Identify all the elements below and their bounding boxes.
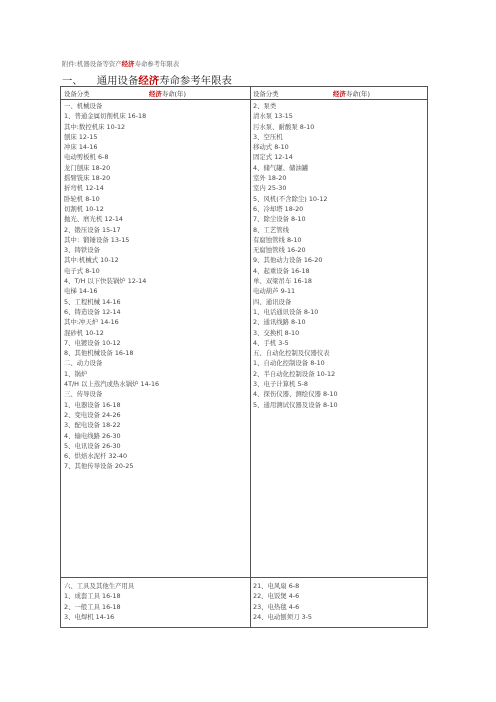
- table-entry: 抛光、磨光机 12-14: [64, 215, 123, 224]
- table-entry: 5、通用测试仪器及设备 8-10: [253, 400, 338, 409]
- right-life-highlight: 经济: [333, 90, 346, 98]
- table-entry: 4、手机 3-5: [253, 338, 289, 347]
- left-top-column: [64, 101, 159, 472]
- life-table: [60, 86, 428, 628]
- table-entry: 电动葫芦 9-11: [253, 287, 296, 296]
- table-entry: 4、输电线路 26-30: [64, 431, 121, 440]
- table-entry: 5、风机(不含除尘) 10-12: [253, 194, 328, 203]
- table-entry: 2、半自动化控制设备 10-12: [253, 369, 336, 378]
- table-entry: 7、其他传导设备 20-25: [64, 462, 134, 471]
- table-entry: 2、变电设备 24-26: [64, 410, 121, 419]
- table-entry: 2、通讯线路 8-10: [253, 318, 306, 327]
- table-entry: 室外 18-20: [253, 174, 287, 183]
- table-entry: 3、铸铁设备: [64, 246, 101, 255]
- table-entry: 1、成套工具 16-18: [64, 592, 121, 601]
- left-life-header: [149, 89, 186, 98]
- table-entry: 1、自动化控制设备 8-10: [253, 359, 325, 368]
- table-entry: 4、起重设备 16-18: [253, 266, 310, 275]
- table-entry: 21、电风扇 6-8: [253, 582, 300, 590]
- attachment-caption: [62, 59, 179, 68]
- table-entry: 5、电讯设备 26-30: [64, 441, 121, 450]
- table-entry: 三、传导设备: [64, 390, 103, 399]
- table-entry: 3、电子计算机 5-8: [253, 380, 308, 389]
- table-entry: 五、自动化控制及仪器仪表: [253, 349, 330, 358]
- table-entry: 23、电热毯 4-6: [253, 602, 300, 611]
- column-divider: [250, 87, 251, 627]
- table-entry: 4T/H 以上蒸汽或热水锅炉 14-16: [64, 380, 160, 389]
- table-entry: 冲床 14-16: [64, 143, 98, 152]
- table-entry: 其中：锻锤设备 13-15: [64, 235, 130, 244]
- table-entry: 2、泵类: [253, 102, 277, 110]
- table-entry: 龙门刨床 18-20: [64, 163, 111, 172]
- left-life-label: 寿命(年): [161, 90, 186, 98]
- table-entry: 24、电动刨须刀 3-5: [253, 612, 312, 621]
- left-life-highlight: 经济: [149, 90, 162, 98]
- section-heading: [62, 72, 232, 87]
- right-category-header: 设备分类: [253, 90, 279, 98]
- right-top-column: [253, 101, 338, 410]
- section-divider: [61, 577, 427, 578]
- table-entry: 7、除尘设备 8-10: [253, 215, 306, 224]
- table-entry: 2、一般工具 16-18: [64, 602, 121, 611]
- table-entry: 1、电器设备 16-18: [64, 400, 121, 409]
- table-entry: 22、电饭煲 4-6: [253, 592, 300, 601]
- heading-highlight: 经济: [138, 75, 160, 87]
- table-entry: 2、锻压设备 15-17: [64, 225, 121, 234]
- table-entry: 电梯 14-16: [64, 287, 98, 296]
- table-entry: 污水泵、耐酸泵 8-10: [253, 122, 315, 131]
- table-entry: 有腐蚀管线 8-10: [253, 235, 302, 244]
- table-entry: 6、冷却塔 18-20: [253, 204, 304, 213]
- header-divider: [61, 99, 427, 100]
- caption-text: 附件:机器设备等资产: [62, 60, 122, 68]
- heading-text: 通用设备: [96, 75, 139, 87]
- table-entry: 3、电焊机 14-16: [64, 612, 115, 621]
- right-bottom-column: [253, 581, 312, 622]
- table-entry: 6、铸造设备 12-14: [64, 307, 121, 316]
- table-entry: 8、其他机械设备 16-18: [64, 349, 134, 358]
- table-entry: 4、储气罐、储油罐: [253, 163, 309, 172]
- table-entry: 刨床 12-15: [64, 132, 98, 141]
- table-entry: 移动式 8-10: [253, 143, 289, 152]
- table-entry: 5、工程机械 14-16: [64, 297, 121, 306]
- left-category-header: 设备分类: [64, 90, 90, 98]
- table-entry: 摇臂铣床 18-20: [64, 174, 111, 183]
- table-entry: 折弯机 12-14: [64, 184, 104, 193]
- table-entry: 1、普通金属切削机床 16-18: [64, 112, 147, 121]
- table-entry: 室内 25-30: [253, 184, 287, 193]
- table-entry: 切割机 10-12: [64, 204, 104, 213]
- table-entry: 单、双梁吊车 16-18: [253, 277, 312, 286]
- table-entry: 9、其他动力设备 16-20: [253, 256, 323, 265]
- table-entry: 一、机械设备: [64, 102, 103, 110]
- table-entry: 其中:数控机床 10-12: [64, 122, 126, 131]
- right-life-header: [333, 89, 370, 98]
- caption-text-end: 寿命参考年限表: [134, 60, 180, 68]
- heading-number: 一、: [62, 75, 83, 87]
- table-entry: 4、探伤仪器、测绘仪器 8-10: [253, 390, 338, 399]
- table-entry: 4、T/H 以下快装锅炉 12-14: [64, 277, 147, 286]
- table-entry: 8、工艺管线: [253, 225, 290, 234]
- caption-highlight: 经济: [121, 60, 135, 68]
- table-entry: 二、动力设备: [64, 359, 103, 368]
- table-entry: 四、通讯设备: [253, 297, 292, 306]
- table-entry: 其中:冲天炉 14-16: [64, 318, 119, 327]
- table-entry: 卧轮机 8-10: [64, 194, 100, 203]
- table-entry: 固定式 12-14: [253, 153, 293, 162]
- table-entry: 1、锅炉: [64, 369, 88, 378]
- table-entry: 1、电话通讯设备 8-10: [253, 307, 319, 316]
- right-life-label: 寿命(年): [345, 90, 370, 98]
- table-entry: 无腐蚀管线 16-20: [253, 246, 306, 255]
- table-entry: 混砂机 10-12: [64, 328, 104, 337]
- table-entry: 6、烘焙水泥杆 32-40: [64, 452, 128, 461]
- table-entry: 其中:机械式 10-12: [64, 256, 119, 265]
- table-entry: 3、空压机: [253, 132, 283, 141]
- table-entry: 清水泵 13-15: [253, 112, 293, 121]
- table-entry: 3、配电设备 18-22: [64, 421, 121, 430]
- table-entry: 六、工具及其他生产用具: [64, 582, 135, 590]
- table-entry: 7、电镀设备 10-12: [64, 338, 121, 347]
- heading-text-end: 寿命参考年限表: [159, 75, 232, 87]
- table-entry: 3、交换机 8-10: [253, 328, 300, 337]
- left-bottom-column: [64, 581, 134, 622]
- table-entry: 电动剪板机 6-8: [64, 153, 109, 162]
- table-entry: 电子式 8-10: [64, 266, 100, 275]
